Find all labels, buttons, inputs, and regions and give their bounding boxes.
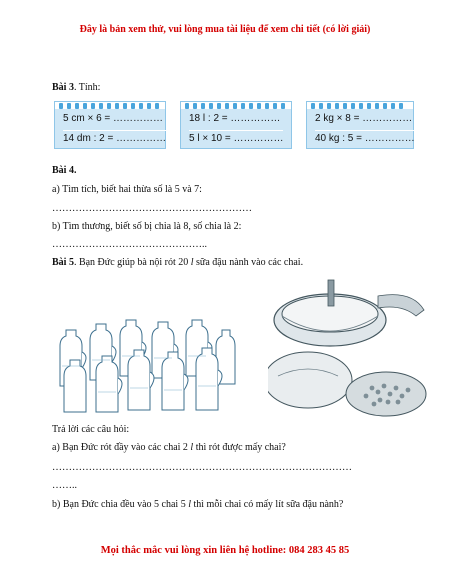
card-binding (181, 102, 291, 109)
exercise-5-heading: Bài 5 (52, 257, 74, 268)
card-binding (55, 102, 165, 109)
exercise-4-dot: . (73, 165, 77, 176)
question-b-text: b) Bạn Đức chia đều vào 5 chai 5 (52, 499, 189, 510)
card-1-row-2: 14 dm : 2 = …………… (63, 130, 166, 144)
exercise-3-title (52, 82, 100, 94)
exercise-5-text-end: sữa đậu nành vào các chai. (193, 257, 304, 268)
exercise-5-question-a (52, 442, 286, 454)
exercise-4-answer-line-b: ……………………………………….. (52, 239, 207, 250)
exercise-5-title (52, 257, 303, 269)
exercise-4-question-b: b) Tìm thương, biết số bị chia là 8, số chia là 2: (52, 221, 242, 232)
exercise-4-question-a: a) Tìm tích, biết hai thừa số là 5 và 7: (52, 184, 202, 195)
exercise-5-question-b (52, 499, 343, 511)
exercise-card-2 (180, 101, 292, 149)
question-b-unit: l (188, 499, 191, 510)
exercise-4-title (52, 165, 76, 177)
hotline-footer: Mọi thắc mắc vui lòng xin liên hệ hotline: 084 283 45 85 (100, 545, 350, 556)
exercise-card-1 (54, 101, 166, 149)
exercise-5-answer-line-a1: ……………………………………………………………………………… (52, 462, 352, 473)
card-2-row-2: 5 l × 10 = …………… (189, 130, 283, 144)
soybean-grinding-illustration (268, 276, 428, 420)
exercise-3-heading: Bài 3 (52, 82, 74, 93)
milk-jugs-illustration (52, 306, 242, 414)
exercise-5-text: . Bạn Đức giúp bà nội rót 20 (73, 257, 191, 268)
card-3-row-2: 40 kg : 5 = …………… (315, 130, 415, 144)
answer-intro: Trả lời các câu hỏi: (52, 424, 130, 435)
question-a-unit: l (190, 442, 194, 453)
card-1-row-1: 5 cm × 6 = …………… (63, 113, 164, 124)
exercise-4-heading: Bài 4 (52, 165, 74, 176)
exercise-card-3 (306, 101, 414, 149)
card-binding (307, 102, 413, 109)
card-3-row-1: 2 kg × 8 = …………… (315, 113, 413, 124)
exercise-3-label: . Tính: (73, 82, 101, 93)
exercise-5-answer-line-a2: …….. (52, 480, 77, 491)
question-b-text-end: thì mỗi chai có mấy lít sữa đậu nành? (191, 499, 344, 510)
exercise-5-unit: l (190, 257, 194, 268)
question-a-text-end: thì rót được mấy chai? (193, 442, 286, 453)
card-2-row-1: 18 l : 2 = …………… (189, 113, 281, 124)
exercise-4-answer-line-a: …………………………………………………… (52, 203, 252, 214)
preview-notice: Đây là bản xem thử, vui lòng mua tài liệu để xem chi tiết (có lời giải) (79, 24, 371, 35)
question-a-text: a) Bạn Đức rót đầy vào các chai 2 (52, 442, 191, 453)
